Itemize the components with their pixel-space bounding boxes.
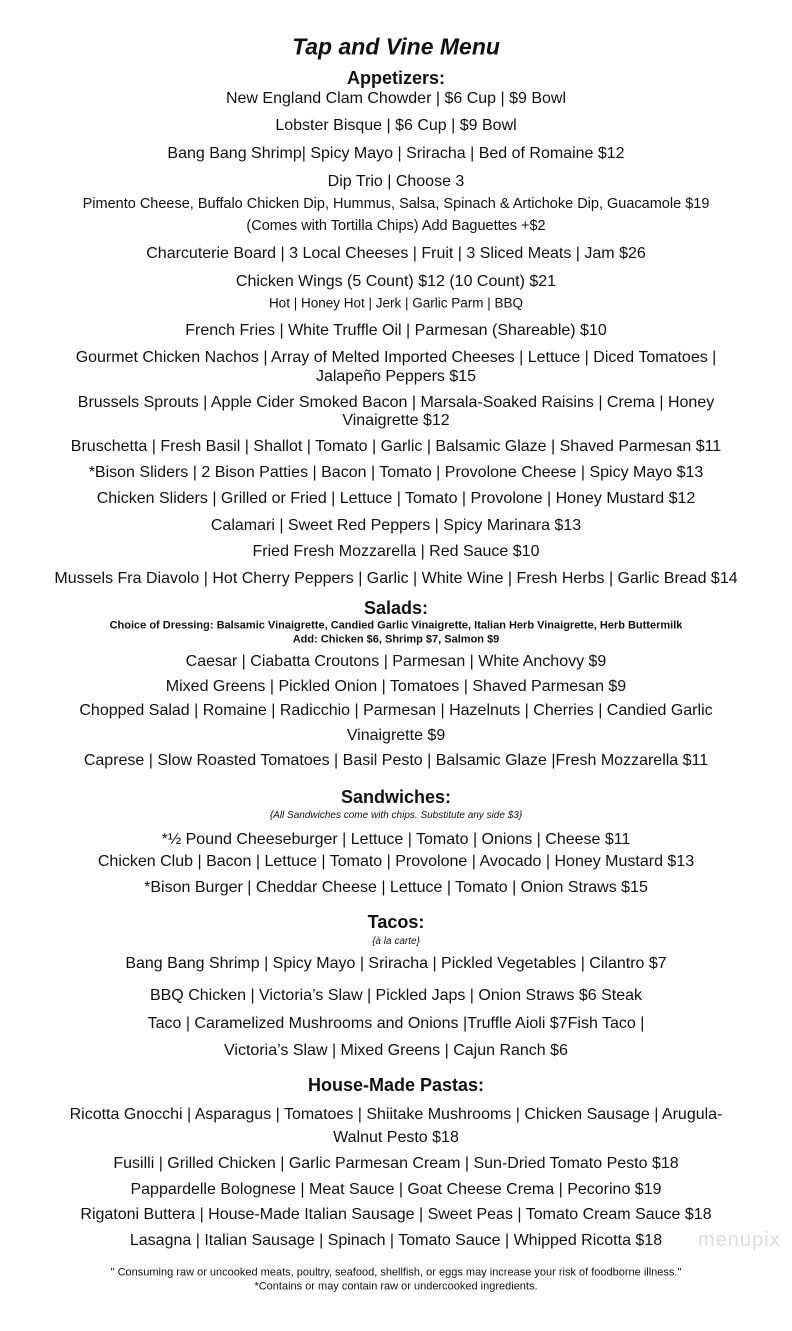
- menu-item: Ricotta Gnocchi | Asparagus | Tomatoes | Shiitake Mushrooms | Chicken Sausage | Arugula-: [69, 1106, 723, 1123]
- section-heading: Tacos:: [367, 912, 425, 932]
- menu-item: Rigatoni Buttera | House-Made Italian Sausage | Sweet Peas | Tomato Cream Sauce $18: [80, 1206, 712, 1223]
- menu-item: Pimento Cheese, Buffalo Chicken Dip, Hummus, Salsa, Spinach & Artichoke Dip, Guacamole $19: [82, 195, 710, 212]
- section-note: Choice of Dressing: Balsamic Vinaigrette, Candied Garlic Vinaigrette, Italian Herb Vinaigrette, Herb Buttermilk: [109, 619, 683, 632]
- menu-item: Hot | Honey Hot | Jerk | Garlic Parm | BBQ: [268, 295, 524, 311]
- menu-item: Chicken Sliders | Grilled or Fried | Lettuce | Tomato | Provolone | Honey Mustard $12: [96, 490, 696, 507]
- footer-disclaimer: " Consuming raw or uncooked meats, poultry, seafood, shellfish, or eggs may increase your risk of foodborne illness.": [110, 1266, 682, 1279]
- menu-item: *Bison Sliders | 2 Bison Patties | Bacon | Tomato | Provolone Cheese | Spicy Mayo $13: [88, 464, 704, 481]
- menu-item: Bang Bang Shrimp | Spicy Mayo | Sriracha | Pickled Vegetables | Cilantro $7: [125, 955, 667, 972]
- section-note: Add: Chicken $6, Shrimp $7, Salmon $9: [292, 633, 500, 646]
- section-heading: Appetizers:: [346, 68, 445, 88]
- menu-item: Fusilli | Grilled Chicken | Garlic Parmesan Cream | Sun-Dried Tomato Pesto $18: [113, 1155, 679, 1172]
- menu-item: Caesar | Ciabatta Croutons | Parmesan | White Anchovy $9: [185, 653, 607, 670]
- menu-item: Chopped Salad | Romaine | Radicchio | Parmesan | Hazelnuts | Cherries | Candied Garlic: [79, 702, 713, 719]
- menu-item: Gourmet Chicken Nachos | Array of Melted Imported Cheeses | Lettuce | Diced Tomatoes |: [75, 349, 717, 366]
- menu-item: *½ Pound Cheeseburger | Lettuce | Tomato | Onions | Cheese $11: [161, 831, 631, 848]
- watermark: menupix: [698, 1229, 781, 1251]
- menu-item: Brussels Sprouts | Apple Cider Smoked Bacon | Marsala-Soaked Raisins | Crema | Honey: [77, 394, 715, 411]
- menu-item: Vinaigrette $9: [346, 727, 446, 744]
- section-note: {à la carte}: [372, 936, 420, 947]
- menu-item: Chicken Wings (5 Count) $12 (10 Count) $21: [235, 273, 557, 290]
- menu-item: Calamari | Sweet Red Peppers | Spicy Marinara $13: [210, 517, 582, 534]
- menu-item: Dip Trio | Choose 3: [327, 173, 465, 190]
- footer-disclaimer: *Contains or may contain raw or undercooked ingredients.: [254, 1280, 538, 1293]
- section-heading: House-Made Pastas:: [307, 1075, 485, 1095]
- menu-item: Lasagna | Italian Sausage | Spinach | Tomato Sauce | Whipped Ricotta $18: [129, 1232, 663, 1249]
- menu-item: Vinaigrette $12: [342, 412, 450, 429]
- menu-item: New England Clam Chowder | $6 Cup | $9 Bowl: [225, 90, 567, 107]
- menu-item: Walnut Pesto $18: [333, 1129, 459, 1146]
- menu-item: Lobster Bisque | $6 Cup | $9 Bowl: [275, 117, 517, 134]
- section-heading: Sandwiches:: [340, 787, 452, 807]
- menu-item: Mixed Greens | Pickled Onion | Tomatoes | Shaved Parmesan $9: [165, 678, 627, 695]
- menu-item: Victoria’s Slaw | Mixed Greens | Cajun Ranch $6: [224, 1042, 568, 1059]
- menu-item: Fried Fresh Mozzarella | Red Sauce $10: [252, 543, 540, 560]
- menu-item: French Fries | White Truffle Oil | Parmesan (Shareable) $10: [185, 322, 607, 339]
- menu-item: Taco | Caramelized Mushrooms and Onions |Truffle Aioli $7Fish Taco |: [147, 1015, 645, 1032]
- menu-item: BBQ Chicken | Victoria’s Slaw | Pickled Japs | Onion Straws $6 Steak: [149, 987, 643, 1004]
- menu-item: Jalapeño Peppers $15: [315, 368, 477, 385]
- menu-item: *Bison Burger | Cheddar Cheese | Lettuce | Tomato | Onion Straws $15: [144, 879, 648, 896]
- menu-item: Chicken Club | Bacon | Lettuce | Tomato | Provolone | Avocado | Honey Mustard $13: [97, 853, 695, 870]
- menu-item: Charcuterie Board | 3 Local Cheeses | Fruit | 3 Sliced Meats | Jam $26: [146, 245, 646, 262]
- menu-item: (Comes with Tortilla Chips) Add Baguettes +$2: [246, 217, 546, 234]
- menu-item: Bang Bang Shrimp| Spicy Mayo | Sriracha | Bed of Romaine $12: [167, 145, 625, 162]
- section-heading: Salads:: [363, 598, 429, 618]
- menu-item: Bruschetta | Fresh Basil | Shallot | Tomato | Garlic | Balsamic Glaze | Shaved Parmesan $11: [70, 438, 722, 455]
- section-note: {All Sandwiches come with chips. Substitute any side $3}: [269, 810, 523, 821]
- menu-item: Pappardelle Bolognese | Meat Sauce | Goat Cheese Crema | Pecorino $19: [130, 1181, 662, 1198]
- menu-item: Mussels Fra Diavolo | Hot Cherry Peppers | Garlic | White Wine | Fresh Herbs | Garlic Bread $14: [54, 570, 738, 587]
- menu-item: Caprese | Slow Roasted Tomatoes | Basil Pesto | Balsamic Glaze |Fresh Mozzarella $11: [83, 752, 709, 769]
- page-title: Tap and Vine Menu: [292, 33, 500, 60]
